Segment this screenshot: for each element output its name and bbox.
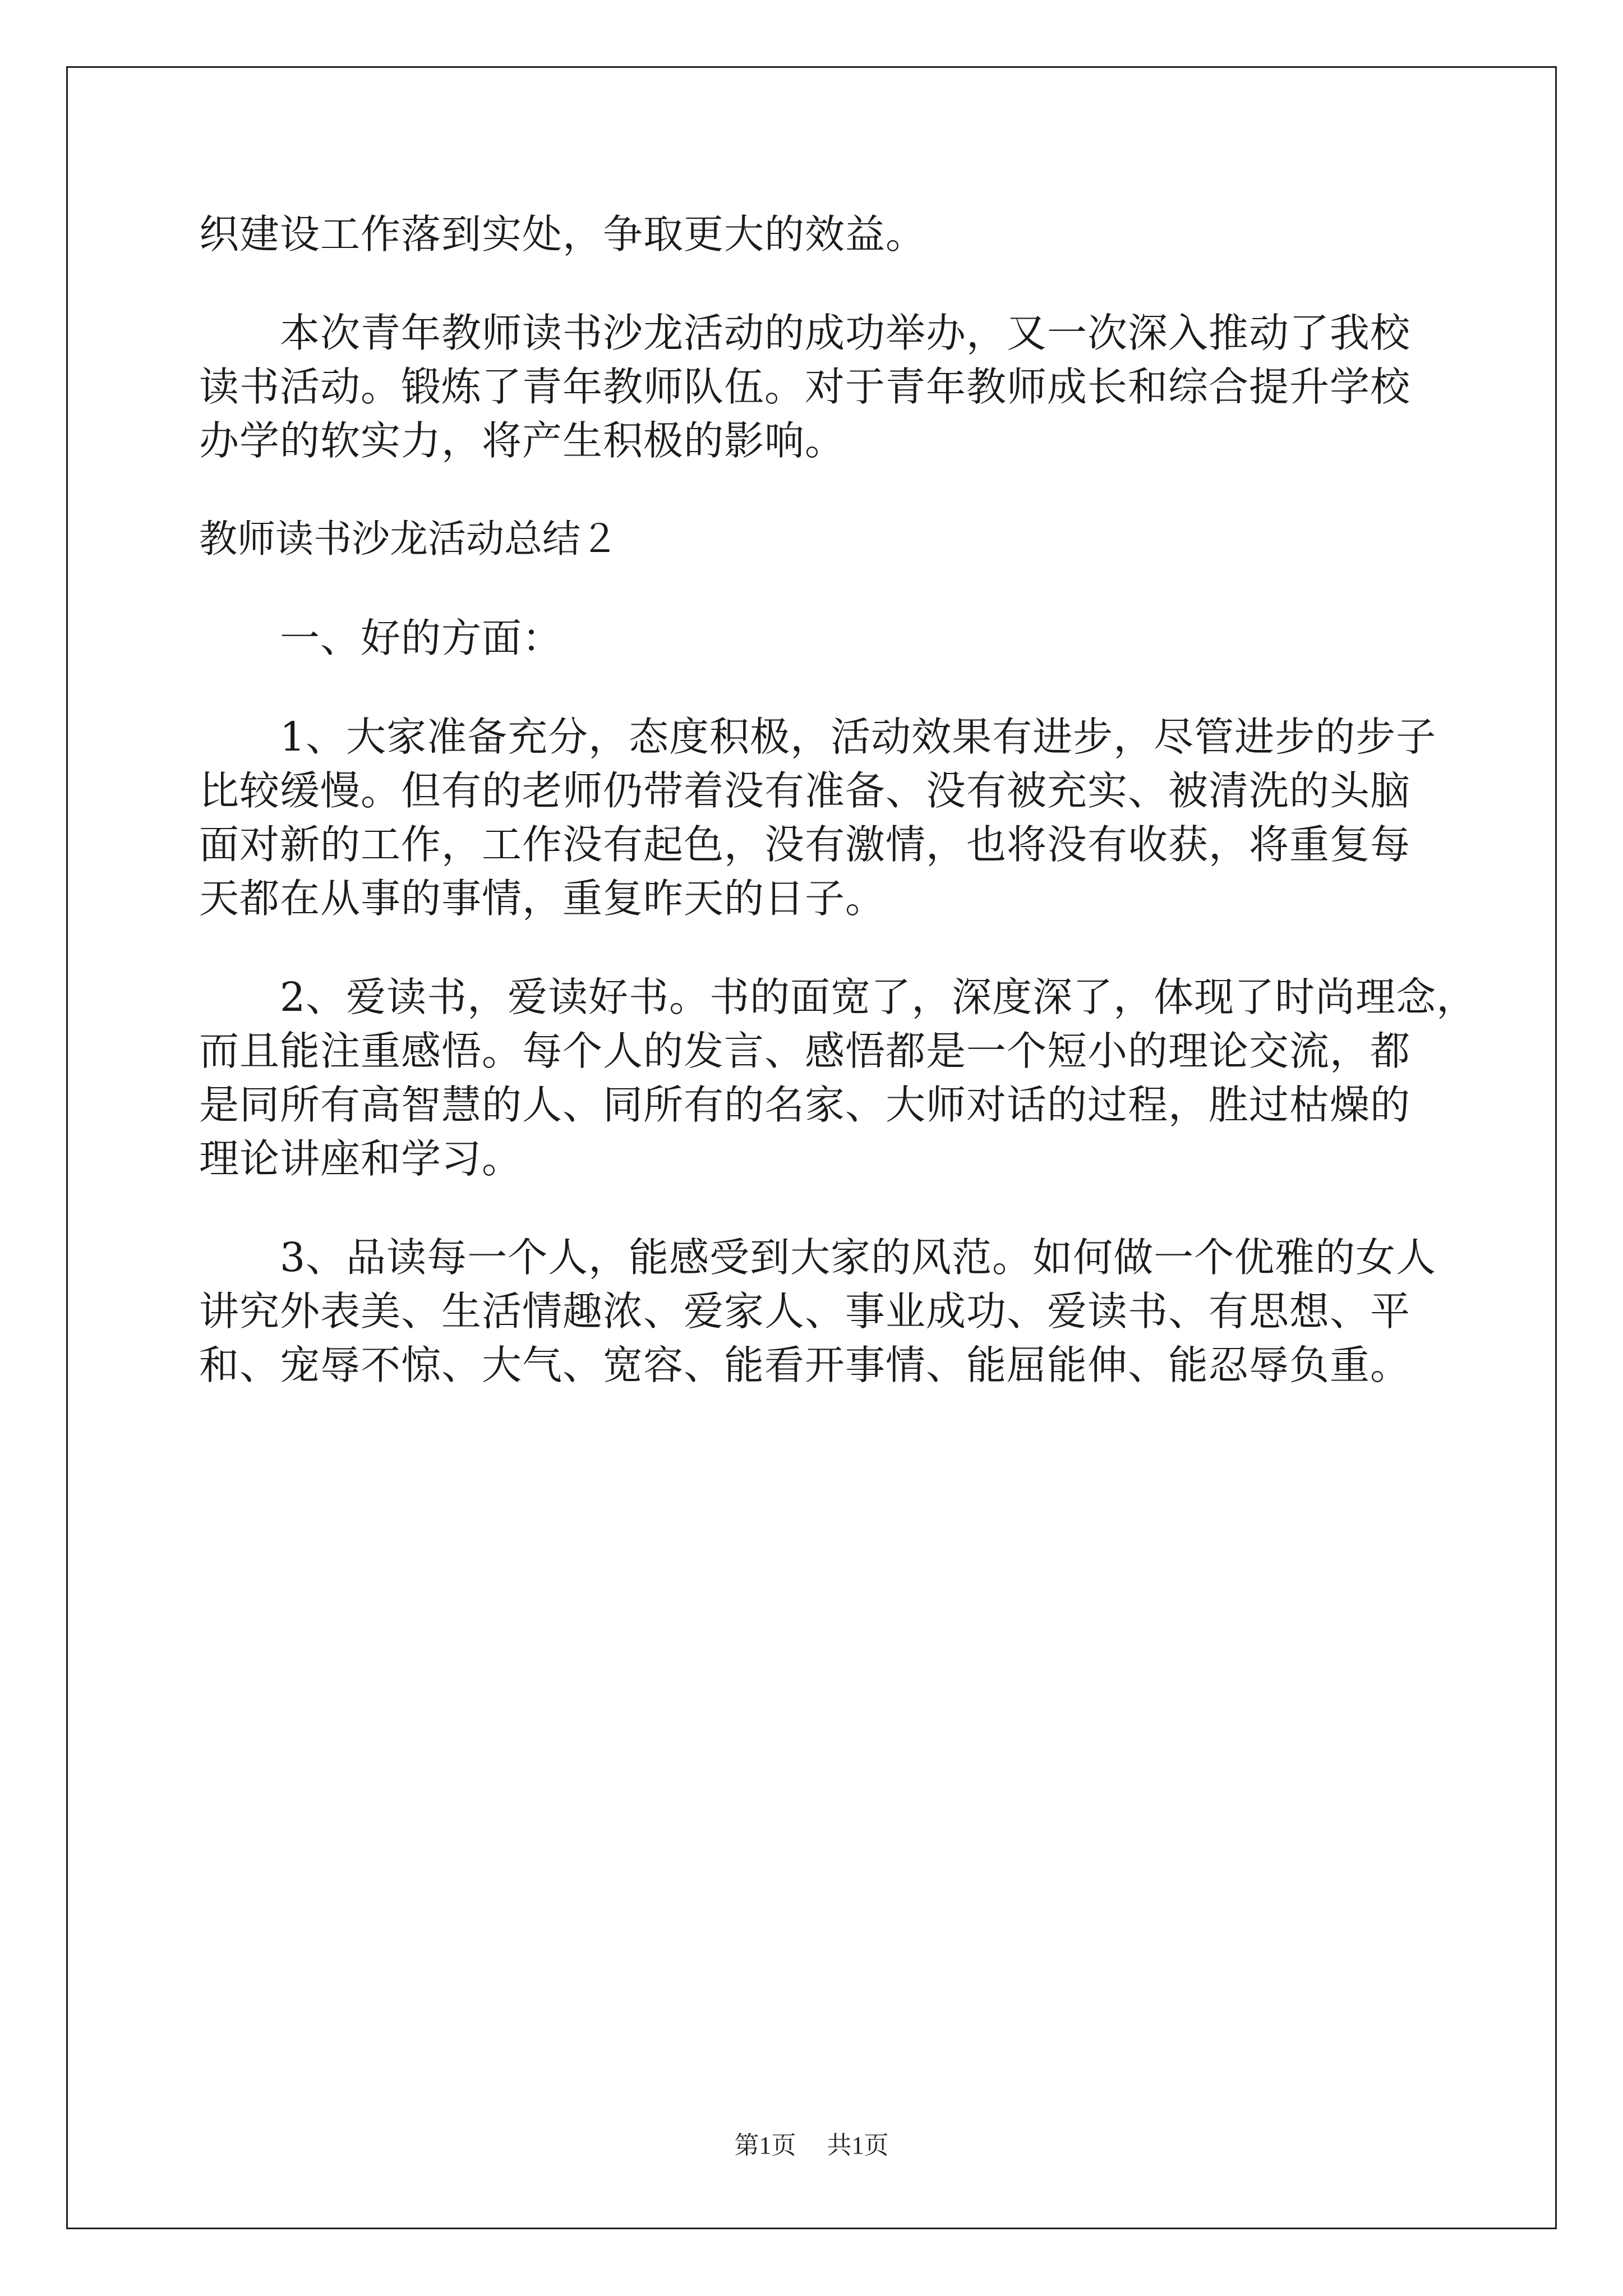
section-intro — [199, 208, 1424, 468]
text-line: 2、爱读书，爱读好书。书的面宽了，深度深了，体现了时尚理念， — [280, 974, 1477, 1020]
text-line: 讲究外表美、生活情趣浓、爱家人、事业成功、爱读书、有思想、平 — [199, 1288, 1411, 1335]
paragraph — [199, 1231, 1437, 1392]
text-line: 织建设工作落到实处，争取更大的效益。 — [199, 211, 926, 257]
text-line: 而且能注重感悟。每个人的发言、感悟都是一个短小的理论交流，都 — [199, 1028, 1411, 1074]
text-line: 本次青年教师读书沙龙活动的成功举办，又一次深入推动了我校 — [280, 310, 1411, 356]
text-line: 一、好的方面： — [280, 615, 563, 661]
text-line: 比较缓慢。但有的老师仍带着没有准备、没有被充实、被清洗的头脑 — [199, 767, 1411, 814]
page-number: 第1页 — [734, 2132, 796, 2159]
paragraph — [199, 306, 1424, 468]
text-line: 面对新的工作，工作没有起色，没有激情，也将没有收获，将重复每 — [199, 821, 1411, 868]
paragraph — [199, 710, 1437, 926]
text-line: 理论讲座和学习。 — [199, 1135, 523, 1182]
text-line: 是同所有高智慧的人、同所有的名家、大师对话的过程，胜过枯燥的 — [199, 1082, 1411, 1128]
text-line: 3、品读每一个人，能感受到大家的风范。如何做一个优雅的女人 — [280, 1234, 1437, 1281]
paragraph — [199, 970, 1477, 1186]
text-line: 和、宠辱不惊、大气、宽容、能看开事情、能屈能伸、能忍辱负重。 — [199, 1342, 1411, 1388]
page-total: 共1页 — [827, 2132, 889, 2159]
text-line: 1、大家准备充分，态度积极，活动效果有进步，尽管进步的步子 — [280, 714, 1437, 760]
text-line: 天都在从事的事情，重复昨天的日子。 — [199, 875, 886, 922]
text-line: 读书活动。锻炼了青年教师队伍。对于青年教师成长和综合提升学校 — [199, 364, 1411, 410]
page-footer — [0, 2129, 1623, 2162]
section-heading: 教师读书沙龙活动总结２ — [199, 517, 619, 562]
paragraph — [199, 208, 1424, 261]
text-line: 办学的软实力，将产生积极的影响。 — [199, 417, 846, 464]
document-body — [199, 208, 1477, 1437]
section-summary — [199, 611, 1477, 1392]
paragraph — [199, 611, 1424, 665]
